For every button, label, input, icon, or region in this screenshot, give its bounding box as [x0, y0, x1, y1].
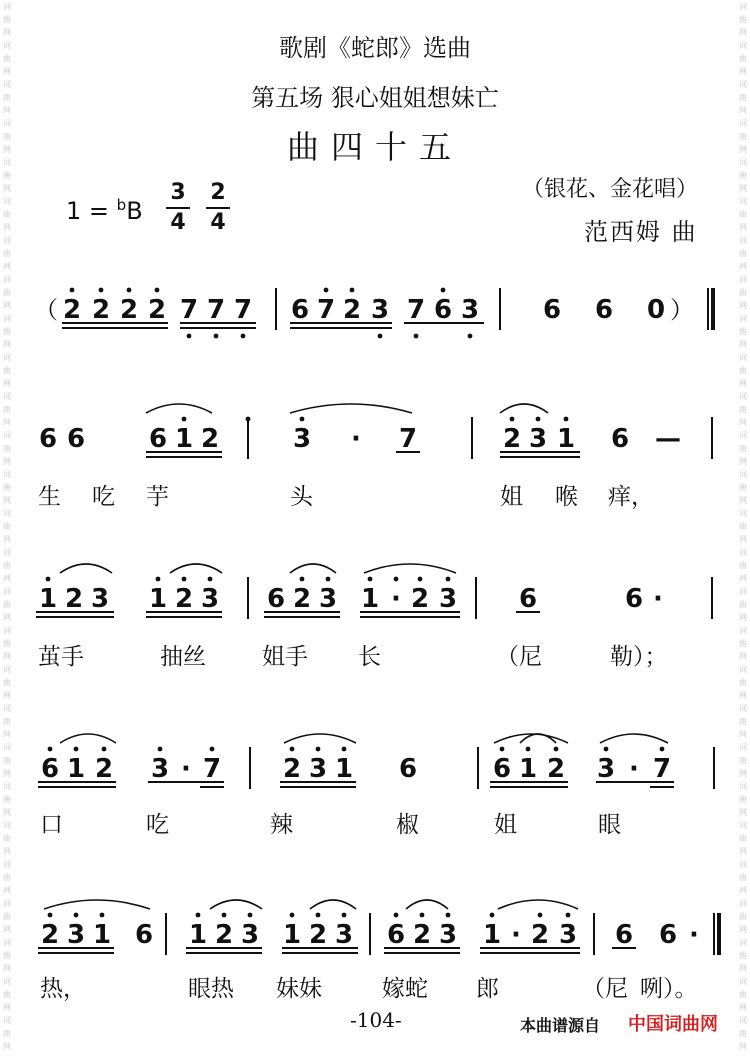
octave-up-dot	[182, 417, 187, 422]
note: 1	[66, 754, 86, 784]
octave-up-dot	[48, 747, 53, 752]
octave-up-dot	[446, 577, 451, 582]
extension-dash: —	[655, 424, 681, 454]
note: 3	[438, 920, 458, 950]
note: 2	[282, 754, 302, 784]
slur	[60, 734, 116, 743]
note: 3	[558, 920, 578, 950]
octave-up-dot	[394, 577, 399, 582]
octave-up-dot	[538, 913, 543, 918]
note: 2	[91, 295, 111, 325]
augmentation-dot: ·	[629, 754, 639, 784]
note: 2	[502, 424, 522, 454]
slur	[498, 900, 578, 909]
note: 6	[594, 295, 614, 325]
note: 6	[614, 920, 634, 950]
octave-up-dot	[316, 913, 321, 918]
note: 2	[64, 584, 84, 614]
slur	[44, 900, 150, 909]
slur	[520, 734, 556, 743]
octave-up-dot	[210, 747, 215, 752]
octave-up-dot	[70, 288, 75, 293]
note: 2	[40, 920, 60, 950]
lyrics-line-1: 生 吃 芋 头 姐 喉 痒，	[38, 484, 654, 510]
note: 6	[518, 584, 538, 614]
note: 7	[316, 295, 336, 325]
octave-up-dot	[208, 577, 213, 582]
opera-title: 歌剧《蛇郎》选曲	[279, 34, 471, 62]
note: 1	[360, 584, 380, 614]
octave-up-dot	[368, 577, 373, 582]
note: 3	[438, 584, 458, 614]
octave-up-dot	[418, 577, 423, 582]
note: 7	[652, 754, 672, 784]
note: 1	[482, 920, 502, 950]
octave-down-dot	[378, 334, 383, 339]
octave-up-dot	[660, 747, 665, 752]
octave-up-dot	[290, 913, 295, 918]
note: 3	[292, 424, 312, 454]
key-signature: 1 = $^b$B	[66, 196, 143, 225]
augmentation-dot: ·	[181, 754, 191, 784]
slur	[284, 734, 356, 743]
note: 1	[556, 424, 576, 454]
octave-down-dot	[241, 334, 246, 339]
octave-up-dot	[446, 913, 451, 918]
octave-up-dot	[300, 577, 305, 582]
note: 6	[492, 754, 512, 784]
watermark-right: 词曲网词曲网词曲网词曲网词曲网词曲网词曲网词曲网词曲网词曲网词曲网词曲网词曲网词曲网词曲网词曲网词曲网词曲网词曲网词曲网词曲网词曲网词曲网词曲网词曲网词曲网词曲网	[739, 2, 747, 1051]
octave-up-dot	[74, 913, 79, 918]
octave-up-dot	[342, 913, 347, 918]
octave-up-dot	[127, 288, 132, 293]
note: 2	[412, 920, 432, 950]
octave-up-dot	[554, 747, 559, 752]
singers-note: （银花、金花唱）	[522, 177, 699, 202]
note: 6	[134, 920, 154, 950]
octave-up-dot	[155, 288, 160, 293]
source-label: 本曲谱源自	[520, 1016, 601, 1035]
octave-down-dot	[468, 334, 473, 339]
octave-up-dot	[510, 417, 515, 422]
note: 3	[460, 295, 480, 325]
watermark-left: 词曲网词曲网词曲网词曲网词曲网词曲网词曲网词曲网词曲网词曲网词曲网词曲网词曲网词曲网词曲网词曲网词曲网词曲网词曲网词曲网词曲网词曲网词曲网词曲网词曲网词曲网词曲网	[3, 2, 11, 1051]
note: 2	[147, 295, 167, 325]
note: 1	[282, 920, 302, 950]
octave-up-dot	[500, 747, 505, 752]
octave-down-dot	[414, 334, 419, 339]
note: 3	[334, 920, 354, 950]
augmentation-dot: ·	[653, 584, 663, 614]
source-brand-link[interactable]: 中国词曲网	[628, 1014, 718, 1035]
note: 6	[433, 295, 453, 325]
octave-up-dot	[196, 913, 201, 918]
note: 6	[624, 584, 644, 614]
slur	[146, 404, 212, 413]
octave-up-dot	[222, 913, 227, 918]
note: 2	[308, 920, 328, 950]
note: 6	[542, 295, 562, 325]
octave-up-dot	[604, 747, 609, 752]
octave-up-dot	[156, 577, 161, 582]
octave-up-dot	[99, 288, 104, 293]
note: 7	[233, 295, 253, 325]
octave-down-dot	[187, 334, 192, 339]
slur	[170, 564, 222, 573]
note: 2	[200, 424, 220, 454]
note: 2	[546, 754, 566, 784]
octave-up-dot	[290, 747, 295, 752]
note: 7	[406, 295, 426, 325]
note: 1	[188, 920, 208, 950]
note: 1	[174, 424, 194, 454]
note: 6	[398, 754, 418, 784]
octave-up-dot	[248, 913, 253, 918]
note: 6	[386, 920, 406, 950]
augmentation-dot: ·	[351, 424, 361, 454]
time-signature-2-4: 2 4	[206, 180, 230, 236]
octave-up-dot	[342, 747, 347, 752]
octave-up-dot	[48, 913, 53, 918]
note: 3	[370, 295, 390, 325]
note: 3	[528, 424, 548, 454]
octave-down-dot	[214, 334, 219, 339]
slur	[364, 564, 456, 573]
note: 6	[658, 920, 678, 950]
note: 3	[90, 584, 110, 614]
note: 3	[308, 754, 328, 784]
note: 3	[150, 754, 170, 784]
octave-up-dot	[46, 577, 51, 582]
octave-up-dot	[158, 747, 163, 752]
note: 6	[610, 424, 630, 454]
octave-up-dot	[536, 417, 541, 422]
slur	[500, 404, 548, 413]
intro-open-paren: （	[34, 296, 58, 324]
octave-up-dot	[100, 913, 105, 918]
octave-up-dot	[316, 747, 321, 752]
note: 6	[290, 295, 310, 325]
note: 7	[202, 754, 222, 784]
note: 2	[214, 920, 234, 950]
note: 3	[66, 920, 86, 950]
octave-up-dot	[490, 913, 495, 918]
note: 6	[38, 424, 58, 454]
octave-up-dot	[526, 747, 531, 752]
note: 2	[119, 295, 139, 325]
time-signature-3-4: 3 4	[166, 180, 190, 236]
slur	[406, 900, 448, 909]
octave-up-dot	[74, 747, 79, 752]
octave-up-dot	[566, 913, 571, 918]
score-notes	[34, 295, 699, 950]
score-marks	[36, 288, 719, 955]
lyrics-line-4: 热， 眼热 妹妹 嫁蛇 郎 （尼 咧）。	[40, 976, 698, 1002]
note: 7	[398, 424, 418, 454]
note: 2	[342, 295, 362, 325]
octave-up-dot	[350, 288, 355, 293]
note: 6	[148, 424, 168, 454]
octave-up-dot	[326, 577, 331, 582]
note: 7	[206, 295, 226, 325]
note: 2	[530, 920, 550, 950]
slur	[290, 404, 412, 413]
note: 3	[318, 584, 338, 614]
note: 6	[266, 584, 286, 614]
slur	[310, 900, 356, 909]
note: 1	[334, 754, 354, 784]
note: 2	[174, 584, 194, 614]
note: 1	[148, 584, 168, 614]
note: 6	[66, 424, 86, 454]
page-number: -104-	[350, 1008, 402, 1032]
octave-up-dot	[300, 417, 305, 422]
note: 3	[596, 754, 616, 784]
slur	[600, 734, 668, 743]
octave-up-dot	[441, 288, 446, 293]
note: 3	[200, 584, 220, 614]
note: 2	[292, 584, 312, 614]
note: 1	[518, 754, 538, 784]
augmentation-dot: ·	[391, 584, 401, 614]
note: 6	[40, 754, 60, 784]
note: 0	[646, 295, 666, 325]
lyrics-line-3: 口 吃 辣 椒 姐 眼	[40, 812, 621, 838]
note: 1	[92, 920, 112, 950]
octave-up-dot	[420, 913, 425, 918]
song-number: 曲四十五	[286, 128, 463, 166]
note: 2	[94, 754, 114, 784]
composer: 范西姆 曲	[584, 218, 698, 246]
intro-close-paren: ）	[670, 296, 694, 324]
note: 2	[410, 584, 430, 614]
octave-up-dot	[182, 577, 187, 582]
octave-up-dot	[394, 913, 399, 918]
lyrics-line-2: 茧手 抽丝 姐手 长 （尼 勒）；	[38, 644, 668, 670]
note: 2	[62, 295, 82, 325]
slur	[60, 564, 112, 573]
octave-up-dot	[246, 417, 251, 422]
slur	[290, 564, 336, 573]
note: 1	[38, 584, 58, 614]
augmentation-dot: ·	[511, 920, 521, 950]
augmentation-dot: ·	[689, 920, 699, 950]
note: 3	[240, 920, 260, 950]
octave-up-dot	[324, 288, 329, 293]
octave-up-dot	[564, 417, 569, 422]
octave-up-dot	[102, 747, 107, 752]
scene-title: 第五场 狠心姐姐想妹亡	[251, 84, 499, 112]
note: 7	[179, 295, 199, 325]
slur	[210, 900, 262, 909]
